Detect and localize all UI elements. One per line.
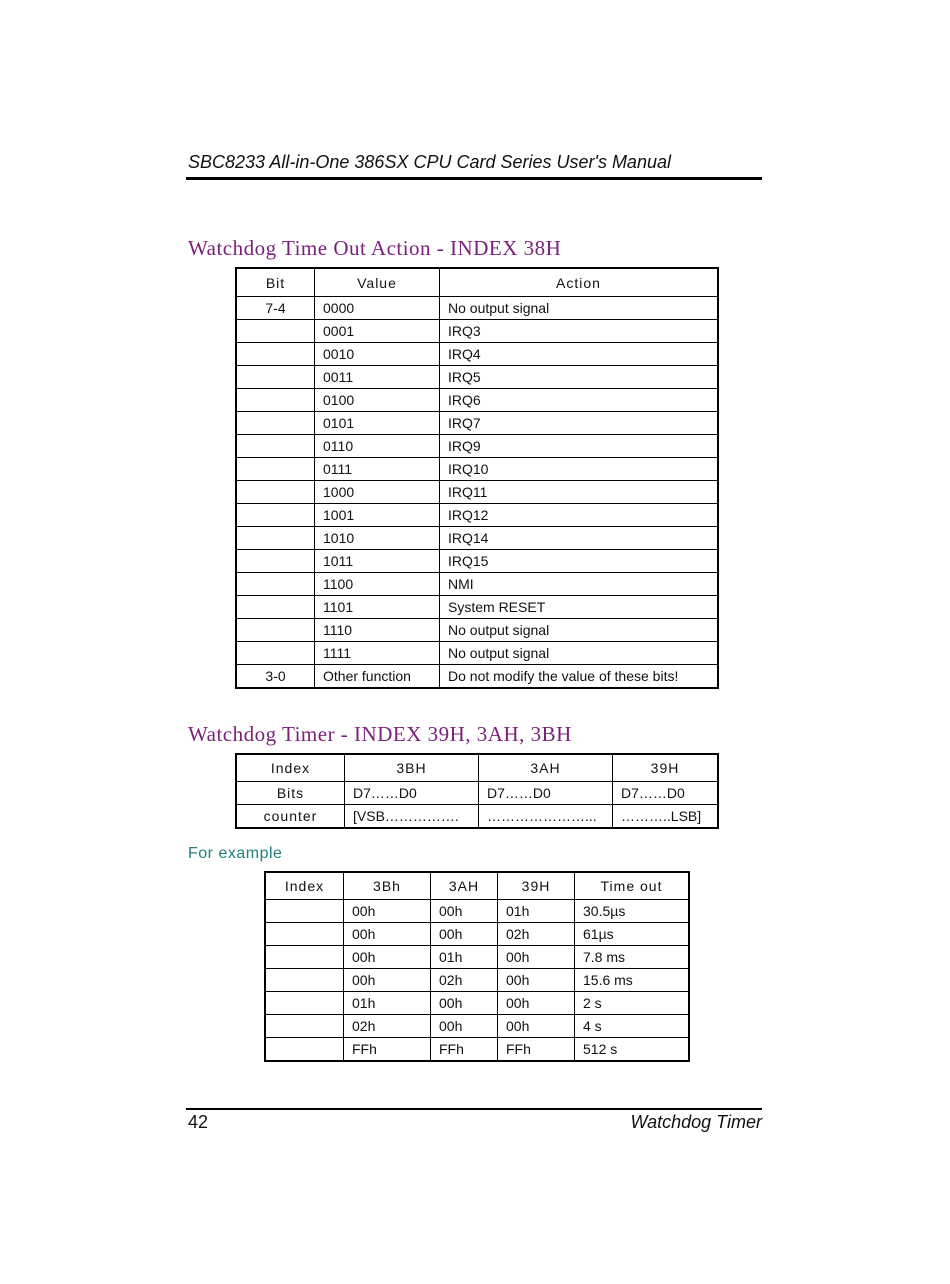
table-row (236, 527, 718, 550)
column-header: Index (265, 872, 344, 900)
table-row (236, 366, 718, 389)
table-row (236, 320, 718, 343)
table-row (236, 412, 718, 435)
table-cell: 02h (431, 969, 498, 992)
column-header: Time out (575, 872, 690, 900)
table-header-row (236, 268, 718, 297)
section-title-watchdog-timer: Watchdog Timer - INDEX 39H, 3AH, 3BH (188, 722, 572, 746)
table-cell: 00h (498, 969, 575, 992)
table-cell: 1110 (315, 619, 440, 642)
table-cell: 15.6 ms (575, 969, 690, 992)
footer-section-name: Watchdog Timer (630, 1112, 762, 1132)
table-row (236, 504, 718, 527)
table-cell: Other function (315, 665, 440, 689)
table-row (236, 596, 718, 619)
table-cell (265, 1038, 344, 1062)
table-cell (236, 366, 315, 389)
table-row (236, 805, 718, 829)
table-row (236, 642, 718, 665)
table-cell: 1100 (315, 573, 440, 596)
footer-rule (186, 1108, 762, 1110)
table-cell: 3-0 (236, 665, 315, 689)
table-cell: FFh (344, 1038, 431, 1062)
table-cell: 00h (431, 1015, 498, 1038)
table-cell: 0111 (315, 458, 440, 481)
column-header: 39H (613, 754, 719, 782)
table-cell: 00h (498, 1015, 575, 1038)
table-cell (236, 412, 315, 435)
column-header: 3AH (479, 754, 613, 782)
table-cell: 00h (344, 923, 431, 946)
table-row (236, 458, 718, 481)
table-cell: D7……D0 (613, 782, 719, 805)
column-header: 3AH (431, 872, 498, 900)
table-cell: 1001 (315, 504, 440, 527)
table-cell (236, 435, 315, 458)
table-row (265, 900, 689, 923)
table-cell (236, 320, 315, 343)
table-cell (236, 527, 315, 550)
table-row (236, 665, 718, 689)
table-cell: …………………... (479, 805, 613, 829)
table-cell: 61µs (575, 923, 690, 946)
table-cell: 1011 (315, 550, 440, 573)
table-cell: 02h (498, 923, 575, 946)
table-cell (265, 900, 344, 923)
table-cell: No output signal (440, 619, 719, 642)
column-header: 3Bh (344, 872, 431, 900)
table-cell: IRQ14 (440, 527, 719, 550)
table-row (236, 389, 718, 412)
column-header: Action (440, 268, 719, 297)
table-cell: 0110 (315, 435, 440, 458)
table-cell: Do not modify the value of these bits! (440, 665, 719, 689)
table-cell: IRQ6 (440, 389, 719, 412)
table-row (236, 435, 718, 458)
table-cell (236, 550, 315, 573)
column-header: Value (315, 268, 440, 297)
table-cell: 7.8 ms (575, 946, 690, 969)
table-cell: 4 s (575, 1015, 690, 1038)
table-row (265, 946, 689, 969)
table-header-row (236, 754, 718, 782)
table-cell: 02h (344, 1015, 431, 1038)
table-cell (265, 969, 344, 992)
table-cell: counter (236, 805, 345, 829)
table-cell: IRQ3 (440, 320, 719, 343)
manual-header-title: SBC8233 All-in-One 386SX CPU Card Series User's Manual (188, 152, 671, 172)
example-timeout-table (264, 871, 690, 1062)
column-header: Index (236, 754, 345, 782)
table-cell: 00h (344, 969, 431, 992)
table-cell: 00h (431, 923, 498, 946)
table-cell: 1101 (315, 596, 440, 619)
table-cell: 7-4 (236, 297, 315, 320)
table-row (236, 481, 718, 504)
table-cell: 01h (431, 946, 498, 969)
table-cell: 00h (498, 946, 575, 969)
table-cell: ………..LSB] (613, 805, 719, 829)
table-cell: [VSB……………. (345, 805, 479, 829)
table-cell: IRQ15 (440, 550, 719, 573)
table-row (236, 782, 718, 805)
table-cell: IRQ12 (440, 504, 719, 527)
table-cell: System RESET (440, 596, 719, 619)
table-cell (236, 619, 315, 642)
table-cell: 1111 (315, 642, 440, 665)
table-cell: IRQ4 (440, 343, 719, 366)
table-row (265, 923, 689, 946)
table-cell: IRQ9 (440, 435, 719, 458)
table-cell: 0010 (315, 343, 440, 366)
column-header: 3BH (345, 754, 479, 782)
table-row (236, 297, 718, 320)
table-cell: 01h (344, 992, 431, 1015)
table-cell (236, 504, 315, 527)
table-cell: 00h (344, 946, 431, 969)
table-cell: IRQ7 (440, 412, 719, 435)
table-cell (236, 596, 315, 619)
table-row (236, 343, 718, 366)
example-title: For example (188, 845, 283, 862)
table-cell: D7……D0 (479, 782, 613, 805)
table-cell: NMI (440, 573, 719, 596)
table-cell (265, 946, 344, 969)
table-cell: 30.5µs (575, 900, 690, 923)
table-cell: No output signal (440, 642, 719, 665)
table-cell: 512 s (575, 1038, 690, 1062)
table-cell (236, 573, 315, 596)
column-header: Bit (236, 268, 315, 297)
page-number: 42 (188, 1112, 209, 1132)
table-cell: 1010 (315, 527, 440, 550)
table-cell: 0001 (315, 320, 440, 343)
section-title-timeout-action: Watchdog Time Out Action - INDEX 38H (188, 236, 562, 260)
table-cell: FFh (498, 1038, 575, 1062)
table-cell (265, 1015, 344, 1038)
table-cell (236, 389, 315, 412)
table-row (265, 969, 689, 992)
table-row (236, 573, 718, 596)
table-cell: 00h (431, 900, 498, 923)
watchdog-timer-table (235, 753, 719, 829)
table-cell: IRQ11 (440, 481, 719, 504)
table-cell: No output signal (440, 297, 719, 320)
table-cell: 00h (431, 992, 498, 1015)
table-cell: 0000 (315, 297, 440, 320)
table-cell: IRQ10 (440, 458, 719, 481)
table-cell: 0101 (315, 412, 440, 435)
header-rule (186, 177, 762, 180)
table-cell: 00h (344, 900, 431, 923)
table-cell: 00h (498, 992, 575, 1015)
table-cell: 2 s (575, 992, 690, 1015)
table-row (265, 992, 689, 1015)
table-cell (236, 343, 315, 366)
table-cell: 0011 (315, 366, 440, 389)
table-row (265, 1015, 689, 1038)
table-cell: 0100 (315, 389, 440, 412)
table-cell (236, 481, 315, 504)
table-cell: Bits (236, 782, 345, 805)
table-row (265, 1038, 689, 1062)
table-row (236, 550, 718, 573)
table-cell: 01h (498, 900, 575, 923)
table-row (236, 619, 718, 642)
timeout-action-table (235, 267, 719, 689)
column-header: 39H (498, 872, 575, 900)
table-cell (265, 923, 344, 946)
table-cell: IRQ5 (440, 366, 719, 389)
table-cell (236, 458, 315, 481)
table-cell (236, 642, 315, 665)
table-cell: FFh (431, 1038, 498, 1062)
table-header-row (265, 872, 689, 900)
table-cell: D7……D0 (345, 782, 479, 805)
table-cell: 1000 (315, 481, 440, 504)
table-cell (265, 992, 344, 1015)
